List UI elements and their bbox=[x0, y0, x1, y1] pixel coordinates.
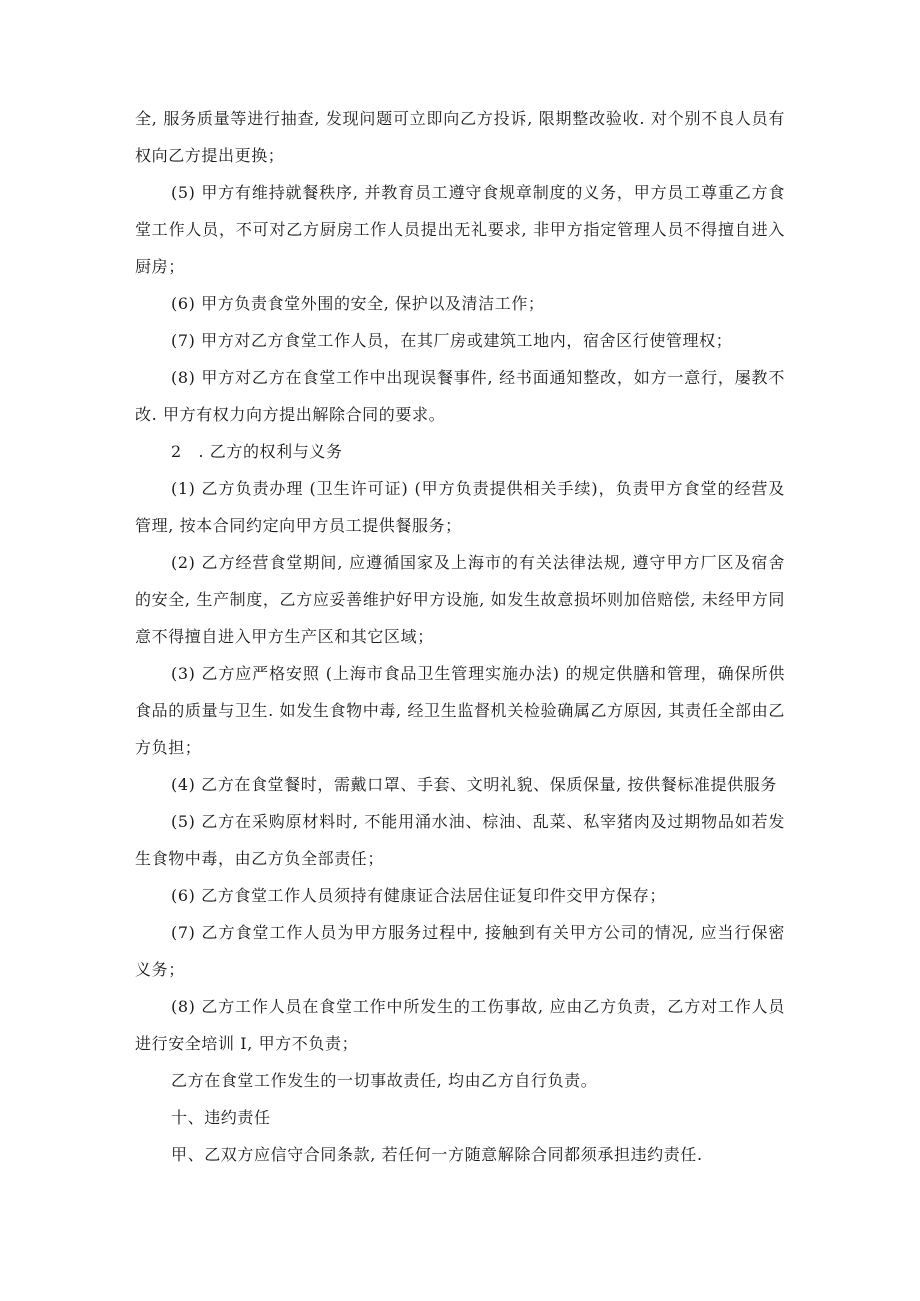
section-heading-party-b-rights: 2 . 乙方的权利与义务 bbox=[171, 442, 343, 461]
paragraph-party-a-item-6: (6) 甲方负责食堂外围的安全, 保护以及清洁工作； bbox=[171, 294, 545, 313]
paragraph-quality-inspection: 全, 服务质量等进行抽查, 发现问题可立即向乙方投诉, 限期整改验收. 对个别不良人员有权向乙方提出更换； bbox=[135, 109, 785, 165]
paragraph-party-b-liability: 乙方在食堂工作发生的一切事故责任, 均由乙方自行负责。 bbox=[171, 1071, 598, 1090]
paragraph-party-b-item-3: (3) 乙方应严格安照 (上海市食品卫生管理实施办法) 的规定供膳和管理，确保所供食品的质量与卫生. 如发生食物中毒, 经卫生监督机关检验确属乙方原因, 其责任全部由乙方负担； bbox=[135, 664, 785, 757]
paragraph-party-b-item-6: (6) 乙方食堂工作人员须持有健康证合法居住证复印件交甲方保存； bbox=[171, 886, 666, 905]
paragraph-breach-terms: 甲、乙双方应信守合同条款, 若任何一方随意解除合同都须承担违约责任. bbox=[171, 1145, 703, 1164]
paragraph-party-a-item-5: (5) 甲方有维持就餐秩序, 并教育员工遵守食规章制度的义务，甲方员工尊重乙方食堂工作人员，不可对乙方厨房工作人员提出无礼要求, 非甲方指定管理人员不得擅自进入厨房； bbox=[135, 183, 785, 276]
section-heading-breach-liability: 十、违约责任 bbox=[171, 1108, 271, 1127]
paragraph-party-b-item-2: (2) 乙方经营食堂期间, 应遵循国家及上海市的有关法律法规, 遵守甲方厂区及宿舍的安全, 生产制度，乙方应妥善维护好甲方设施, 如发生故意损坏则加倍赔偿, 未经甲方同意不得擅自进入甲方生产区和其它区域； bbox=[135, 553, 785, 646]
paragraph-party-a-item-8: (8) 甲方对乙方在食堂工作中出现误餐事件, 经书面通知整改，如方一意行，屡教不改. 甲方有权力向方提出解除合同的要求。 bbox=[135, 368, 785, 424]
contract-text-block bbox=[135, 100, 785, 1173]
paragraph-party-b-item-1: (1) 乙方负责办理 (卫生许可证) (甲方负责提供相关手续)，负责甲方食堂的经营及管理, 按本合同约定向甲方员工提供餐服务； bbox=[135, 479, 785, 535]
paragraph-party-b-item-8: (8) 乙方工作人员在食堂工作中所发生的工伤事故, 应由乙方负责，乙方对工作人员进行安全培训 I, 甲方不负责； bbox=[135, 997, 785, 1053]
paragraph-party-b-item-4: (4) 乙方在食堂餐时，需戴口罩、手套、文明礼貌、保质保量, 按供餐标准提供服务 bbox=[171, 775, 777, 794]
paragraph-party-b-item-7: (7) 乙方食堂工作人员为甲方服务过程中, 接触到有关甲方公司的情况, 应当行保密义务； bbox=[135, 923, 785, 979]
paragraph-party-b-item-5: (5) 乙方在采购原材料时, 不能用涌水油、棕油、乱菜、私宰猪肉及过期物品如若发生食物中毒，由乙方负全部责任； bbox=[135, 812, 785, 868]
paragraph-party-a-item-7: (7) 甲方对乙方食堂工作人员，在其厂房或建筑工地内，宿舍区行使管理权； bbox=[171, 331, 733, 350]
